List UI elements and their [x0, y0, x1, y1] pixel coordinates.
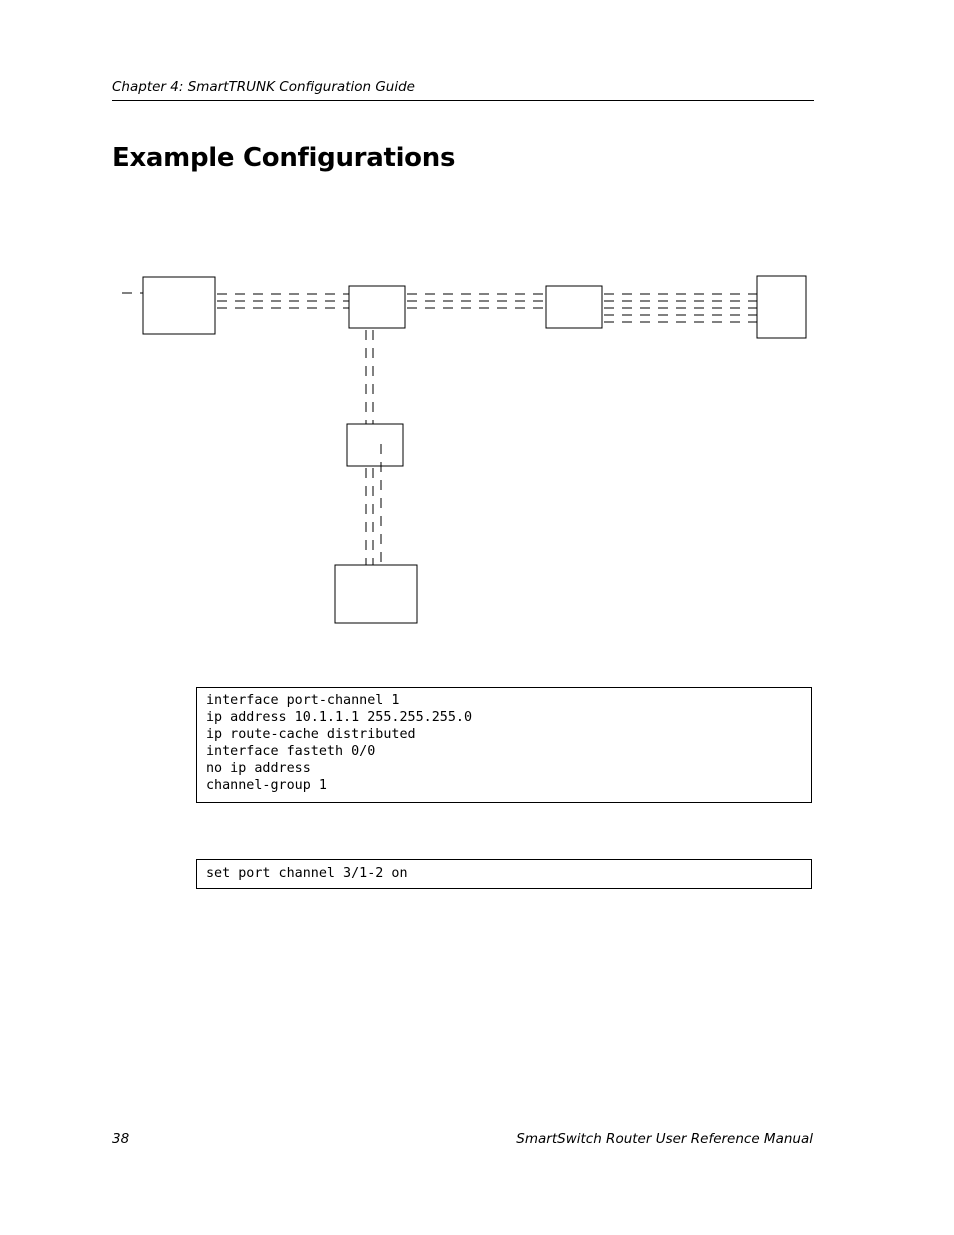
config-line: ip route-cache distributed: [206, 727, 416, 742]
config-line: no ip address: [206, 761, 311, 776]
config-line: interface fasteth 0/0: [206, 744, 376, 759]
device-box-bottom: [335, 565, 417, 623]
section-title: Example Configurations: [112, 143, 456, 173]
device-box-center: [349, 286, 405, 328]
config-line: interface port-channel 1: [206, 693, 400, 708]
config-line: set port channel 3/1-2 on: [206, 866, 408, 881]
page-number: 38: [112, 1131, 130, 1147]
device-box-mid-right: [546, 286, 602, 328]
manual-title: SmartSwitch Router User Reference Manual: [516, 1131, 813, 1147]
catalyst-config-block: [196, 859, 812, 889]
running-header: Chapter 4: SmartTRUNK Configuration Guide: [112, 79, 415, 95]
config-line: ip address 10.1.1.1 255.255.255.0: [206, 710, 473, 725]
device-box-lower: [347, 424, 403, 466]
device-box-left: [143, 277, 215, 334]
device-box-right: [757, 276, 806, 338]
cisco-config-block: [196, 687, 812, 803]
config-line: channel-group 1: [206, 778, 327, 793]
